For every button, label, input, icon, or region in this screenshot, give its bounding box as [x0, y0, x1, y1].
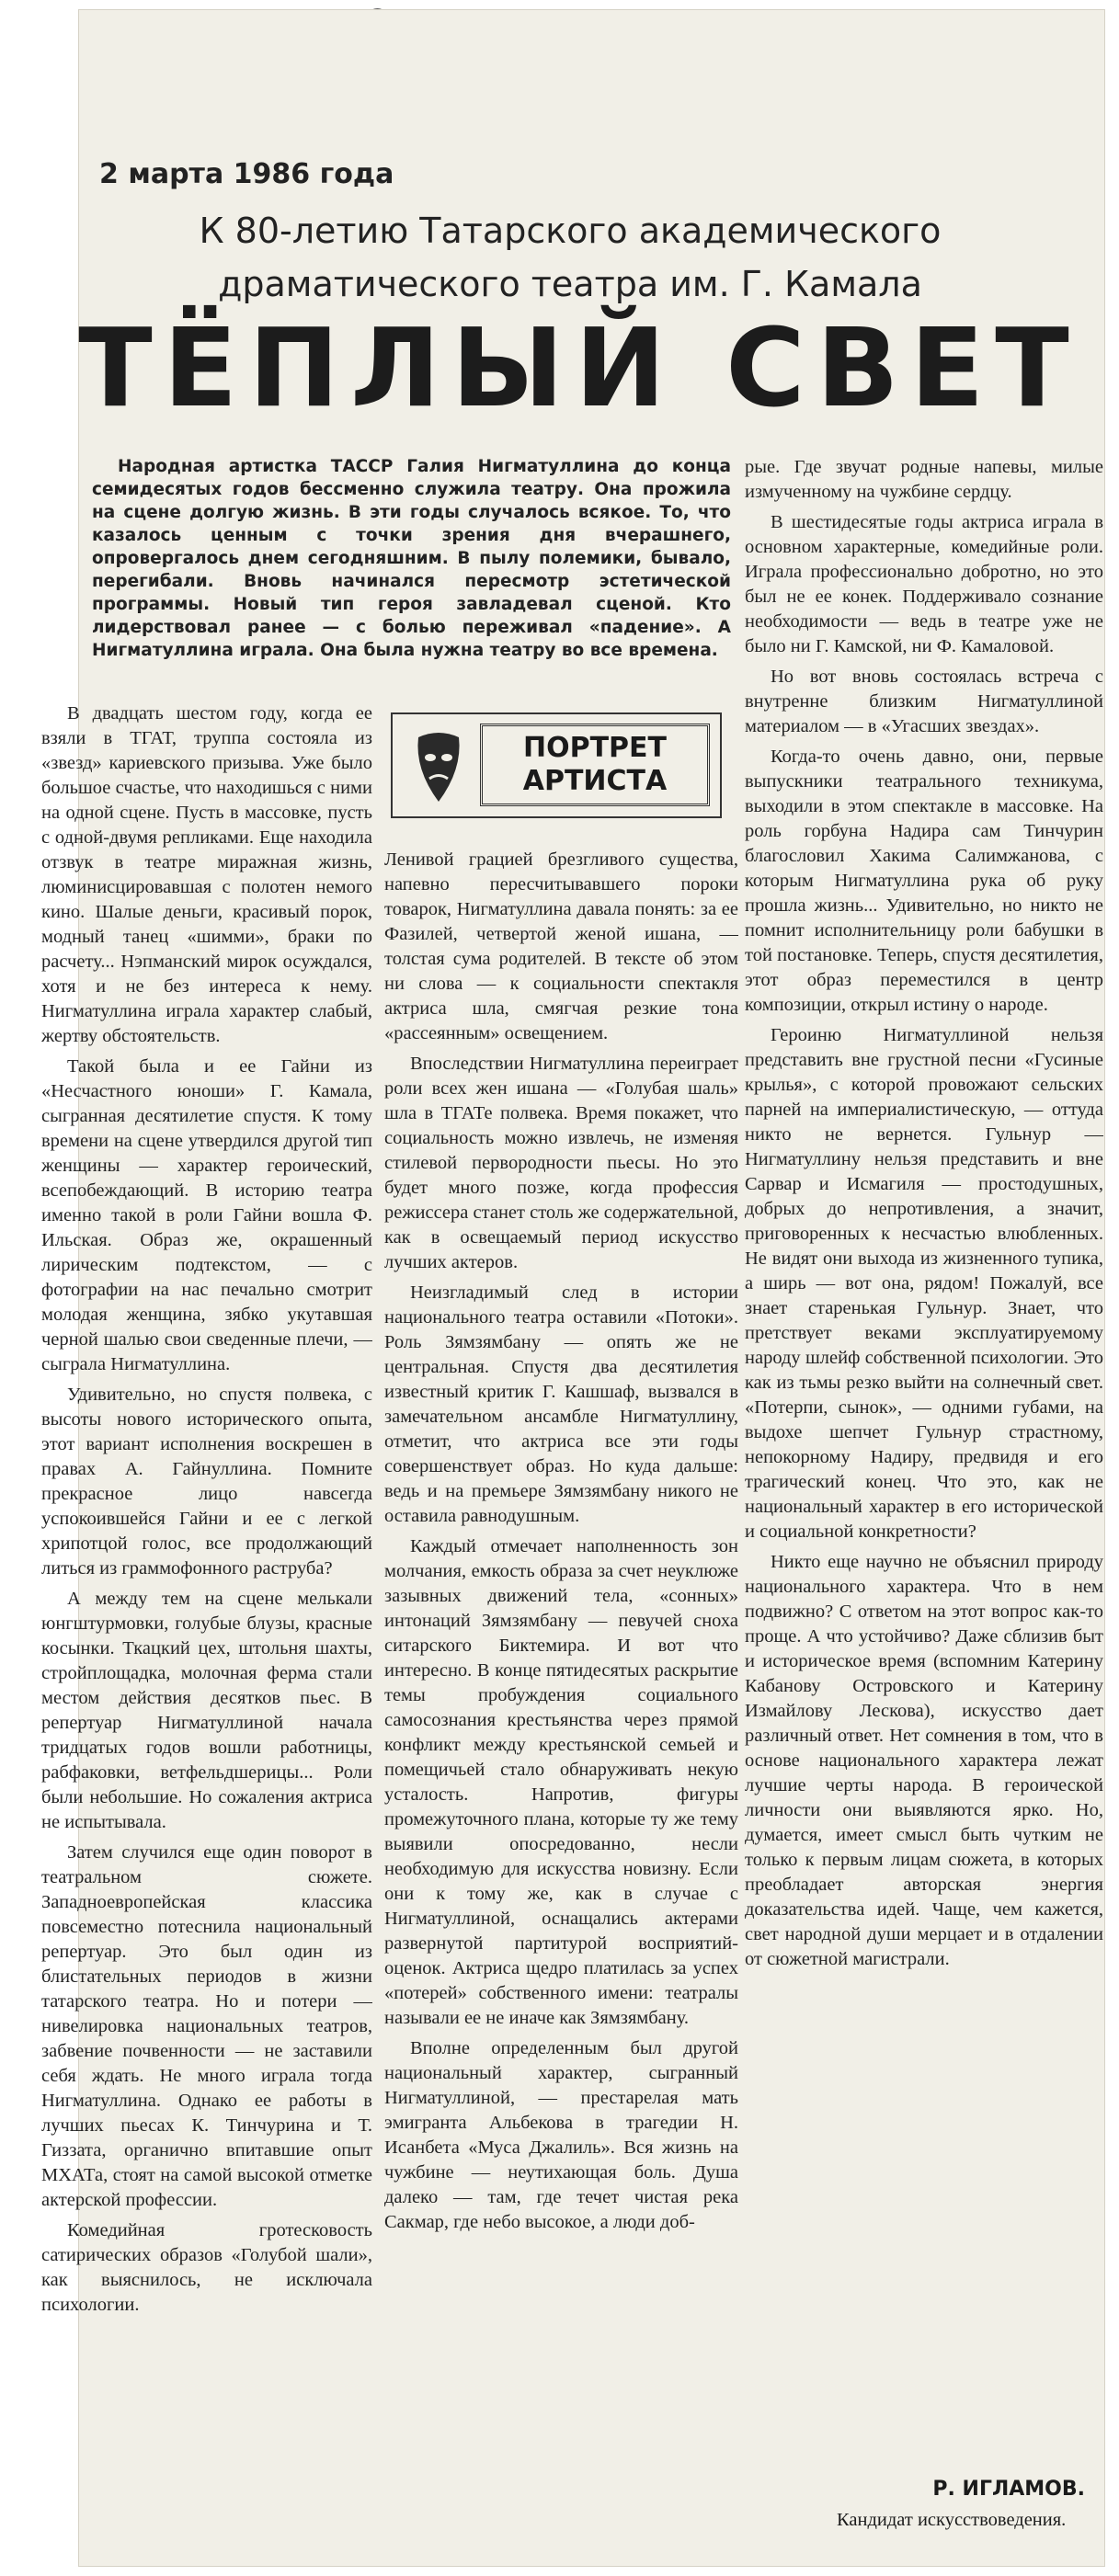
paragraph: Ленивой грацией брезгливого существа, напевно пересчитывавшего пороки товарок, Нигматуллина давала понять: за ее Фазилей, четвертой женой ишана, — толстая сума родителей. В тексте об этом ни слова — к социальности спектакля актриса шла, смягчая резкие тона «рассеянным» освещением. [384, 849, 738, 1043]
paragraph: Комедийная гротесковость сатирических образов «Голубой шали», как выяснилось, не исключала психологии. [41, 2220, 372, 2315]
handwritten-date: 2 марта 1986 года [99, 158, 394, 190]
paragraph: Когда-то очень давно, они, первые выпускники театрального техникума, выходили в этом спектакле в массовке. На роль горбуна Надира сам Тинчурин благословил Хакима Салимжанова, с которым Нигматуллина рука об руку прошла жизнь... Удивительно, но никто не помнит исполнительницу роли бабушки в той постановке. Теперь, спустя десятилетия, этот образ переместился в центр композиции, открыл истину о народе. [745, 747, 1103, 1015]
paragraph: В шестидесятые годы актриса играла в основном характерные, комедийные роли. Играла профессионально добротно, но это был не ее конек. Поддерживало сознание необходимости — ведь в театре уже не было ни Г. Камской, ни Ф. Камаловой. [745, 512, 1103, 656]
theatre-mask-icon [411, 728, 466, 806]
author-signature: Р. ИГЛАМОВ. [932, 2478, 1085, 2501]
article-column-3 [745, 455, 1103, 2473]
paragraph: Удивительно, но спустя полвека, с высоты нового исторического опыта, этот вариант исполнения воскрешен в правах А. Гайнуллина. Помните прекрасное лицо навсегда успокоившейся Гайни и ее с легкой хрипотцой голос, все продолжающий литься из граммофонного раструба? [41, 1385, 372, 1579]
paragraph: Вполне определенным был другой национальный характер, сыгранный Нигматуллиной, — престарелая мать эмигранта Альбекова в трагедии Н. Исанбета «Муса Джалиль». Вся жизнь на чужбине — неутихающая боль. Душа далеко — там, где течет чистая река Сакмар, где небо высокое, а люди доб- [384, 2038, 738, 2232]
paragraph: Такой была и ее Гайни из «Несчастного юноши» Г. Камала, сыгранная десятилетие спустя. К тому времени на сцене утвердился другой тип женщины — характер героический, всепобеждающий. В историю театра именно такой в роли Гайни вошла Ф. Ильская. Образ же, окрашенный лирическим подтекстом, — с фотографии на нас печально смотрит молодая женщина, зябко укутавшая черной шалью свои сведенные плечи, — сыграла Нигматуллина. [41, 1056, 372, 1374]
paragraph: рые. Где звучат родные напевы, милые измученному на чужбине сердцу. [745, 457, 1103, 502]
rubric-box [391, 712, 722, 818]
author-title: Кандидат искусствоведения. [837, 2510, 1067, 2530]
paragraph: Неизгладимый след в истории национального театра оставили «Потоки». Роль Зямзямбану — опять же не центральная. Спустя два десятилетия известный критик Г. Кашшаф, вызвался в замечательном ансамбле Нигматуллину, отметит, что актриса все эти годы совершенствует образ. Но куда дальше: ведь и на премьере Зямзямбану никого не оставила равнодушным. [384, 1282, 738, 1526]
article-kicker: К 80-летию Татарского академического драматического театра им. Г. Камала [199, 211, 942, 304]
article-column-1 [41, 701, 372, 2531]
paragraph: Героиню Нигматуллиной нельзя представить вне грустной песни «Гусиные крылья», с которой провожают сельских парней на империалистическую, — оттуда никто не вернется. Гульнур — Нигматуллину нельзя представить и вне Сарвар и Исмагиля — простодушных, добрых до непротивления, а значит, приговоренных к несчастью влюбленных. Не видят они выхода из жизненного тупика, а ширь — вот она, рядом! Пожалуй, все знает старенькая Гульнур. Знает, что претствует веками эксплуатируемому народу шлейф собственной психологии. Это как из тьмы резко выйти на солнечный свет. «Потерпи, сынок», — одними губами, на выдохе шепчет Гульнур страстному, непокорному Надиру, предвидя и его трагический конец. Что это, как не национальный характер в его исторической и социальной конкретности? [745, 1025, 1103, 1542]
article-column-2 [384, 848, 738, 2576]
paragraph: В двадцать шестом году, когда ее взяли в ТГАТ, труппа состояла из «звезд» кариевского призыва. Уже было большое счастье, что находишься с ними на одной сцене. Пусть в массовке, пусть с одной-двумя репликами. Еще находила отзвук в театре миражная жизнь, люминисцировавшая с полотен немого кино. Шалые деньги, красивый порок, модный танец «шимми», браки по расчету... Нэпманский мирок осуждался, хотя и не без интереса к нему. Нигматуллина играла характер слабый, жертву обстоятельств. [41, 703, 372, 1046]
paragraph: Каждый отмечает наполненность зон молчания, емкость образа за счет неуклюже зазывных движений тела, «сонных» интонаций Зямзямбану — певучей сноха ситарского Биктемира. И вот что интересно. В конце пятидесятых раскрытие темы пробуждения социального самосознания крестьянства через прямой конфликт между крестьянской семьей и помещичьей стало обнаруживать некую усталость. Напротив, фигуры промежуточного плана, которые ту же тему выявили опосредованно, несли необходимую для искусства новизну. Если они к тому же, как в случае с Нигматуллиной, оснащались актерами развернутой партитурой восприятий-оценок. Актриса щедро платилась за успех «потерей» собственного имени: театралы называли ее не иначе как Зямзямбану. [384, 1536, 738, 2028]
paragraph: Впоследствии Нигматуллина переиграет роли всех жен ишана — «Голубая шаль» шла в ТГАТе полвека. Время покажет, что социальность можно извлечь, не изменяя стилевой первородности пьесы. Но это будет много позже, когда профессия режиссера станет столь же содержательной, как в освещаемый период искусство лучших актеров. [384, 1054, 738, 1272]
paragraph: Затем случился еще один поворот в театральном сюжете. Западноевропейская классика повсеместно потеснила национальный репертуар. Это был один из блистательных периодов в жизни татарского театра. Но и потери — нивелировка национальных театров, забвение почвенности — не заставили себя ждать. Не много играла тогда Нигматуллина. Однако ее работы в лучших пьесах К. Тинчурина и Т. Гиззата, органично впитавшие опыт МХАТа, стоят на самой высокой отметке актерской профессии. [41, 1842, 372, 2210]
paragraph: Но вот вновь состоялась встреча с внутренне близким Нигматуллиной материалом — в «Угасших звездах». [745, 667, 1103, 736]
rubric-label: ПОРТРЕТ АРТИСТА [480, 724, 710, 806]
article-headline: ТЁПЛЫЙ СВЕТ [78, 304, 1080, 431]
article-lead: Народная артистка ТАССР Галия Нигматуллина до конца семидесятых годов бессменно служила театру. Она прожила на сцене долгую жизнь. В эти годы случалось всякое. То, что казалось ценным с точки зрения дня вчерашнего, опровергалось днем сегодняшним. В пылу полемики, бывало, перегибали. Вновь начинался пересмотр эстетической программы. Новый тип героя завладевал сценой. Кто лидерствовал ранее — с болью переживал «падение». А Нигматуллина играла. Она была нужна театру во все времена. [92, 457, 731, 660]
paragraph: Никто еще научно не объяснил природу национального характера. Что в нем подвижно? С ответом на этот вопрос как-то проще. А что устойчиво? Даже сблизив быт и историческое время (вспомним Катерину Кабанову Островского и Катерину Измайлову Лескова), искусство дает различный ответ. Нет сомнения в том, что в основе национального характера лежат лучшие черты народа. В героической личности они выявляются ярко. Но, думается, имеет смысл быть чутким не только к первым лицам сюжета, в которых преобладает авторская энергия доказательства идей. Чаще, чем кажется, свет народной души мерцает и в отдалении от сюжетной магистрали. [745, 1552, 1103, 1969]
paragraph: А между тем на сцене мелькали юнгштурмовки, голубые блузы, красные косынки. Ткацкий цех, штольня шахты, стройплощадка, молочная ферма стали местом действия десятков пьес. В репертуар Нигматуллиной начала тридцатых годов вошли работницы, рабфаковки, ветфельдшерицы... Роли были небольшие. Но сожаления актриса не испытывала. [41, 1589, 372, 1832]
